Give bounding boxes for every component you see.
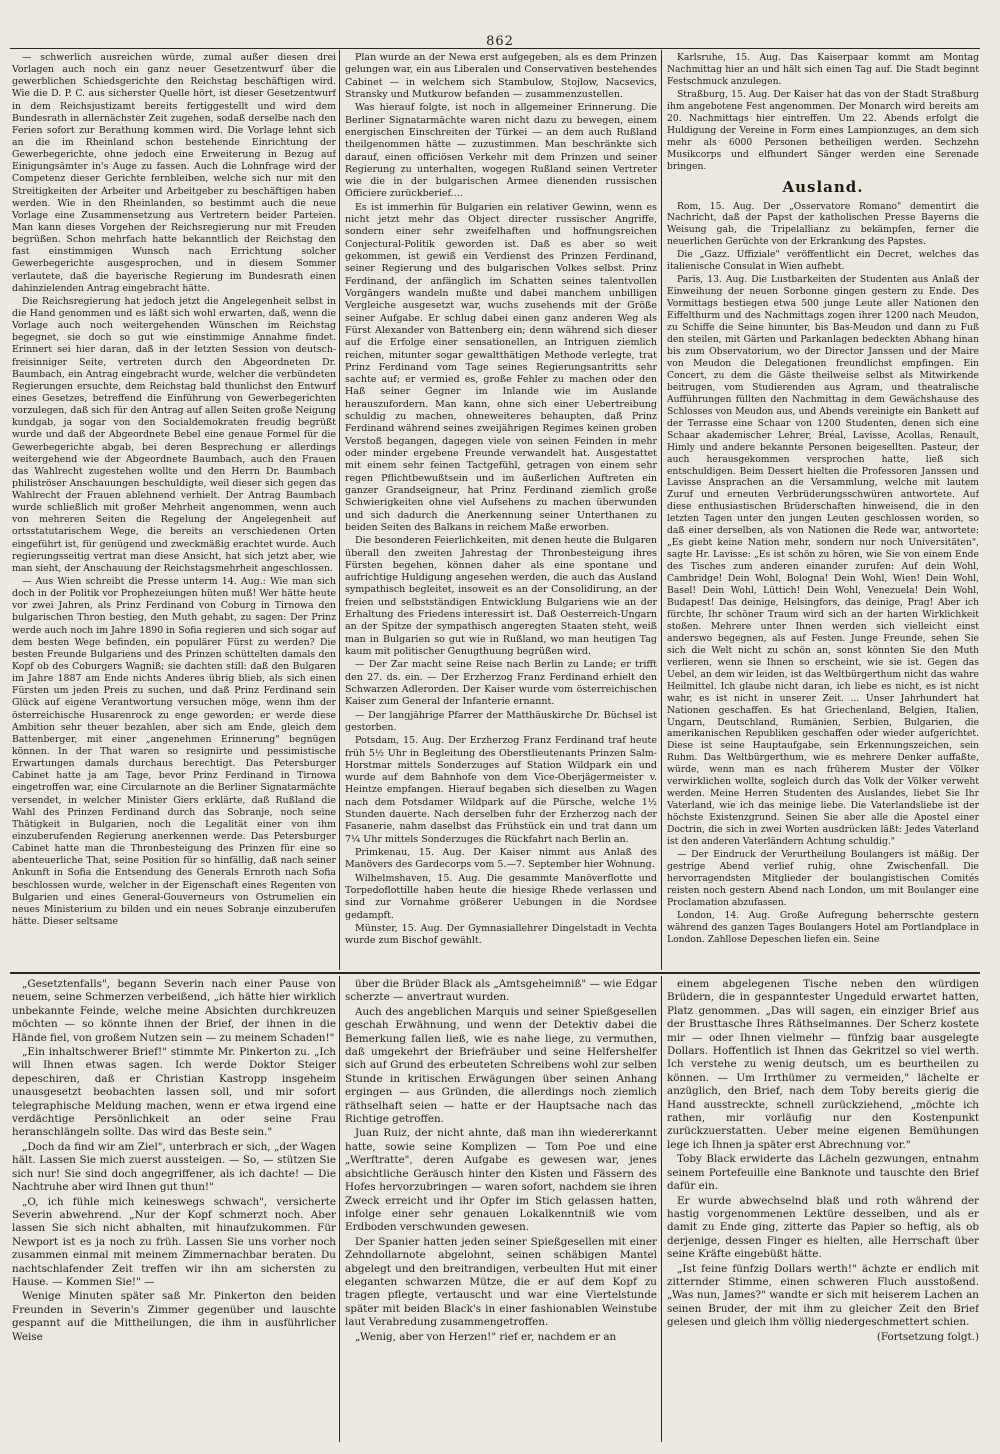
column-divider [661, 50, 662, 970]
lower-column-2 [345, 978, 657, 1440]
story-paragraph: „Gesetztenfalls", begann Severin nach einer Pause von neuem, seine Schmerzen verbeißend, „ich hätte hier wirklich unbekannte Feinde, welche meine Absichten durchkreuzen möchten — so könnte ihnen der Brief, der ihnen in die Hände fiel, von großem Nutzen sein — zu meinem Schaden!" [12, 978, 336, 1044]
upper-column-1 [12, 52, 336, 968]
article-paragraph: Plan wurde an der Newa erst aufgegeben, als es dem Prinzen gelungen war, ein aus Liberalen und Conservativen bestehendes Cabinet — in welchem sich Stambulow, Stojlow, Nacsevics, Stransky und Mutkurow befanden — zusammenzustellen. [345, 52, 657, 100]
page-number: 862 [486, 34, 514, 49]
article-paragraph: — Der Zar macht seine Reise nach Berlin zu Lande; er trifft den 27. ds. ein. — Der Erzherzog Franz Ferdinand erhielt den Schwarzen Adlerorden. Der Kaiser wurde vom österreichischen Kaiser zum General der Infanterie ernannt. [345, 659, 657, 708]
article-paragraph: — Der langjährige Pfarrer der Matthäuskirche Dr. Büchsel ist gestorben. [345, 709, 657, 733]
story-paragraph: Wenige Minuten später saß Mr. Pinkerton den beiden Freunden in Severin's Zimmer gegenüber und lauschte gespannt auf die Mittheilungen, die ihm in ausführlicher Weise [12, 1290, 336, 1343]
article-paragraph: Die Reichsregierung hat jedoch jetzt die Angelegenheit selbst in die Hand genommen und es läßt sich wohl erwarten, daß, wenn die Vorlage auch noch weitergehenden Wünschen im Reichstag begegnet, sie doch so gut wie einstimmige Annahme findet. Erinnert sei hier daran, daß in der letzten Session von deutsch-freisinniger Seite, vertreten durch den Abgeordneten Dr. Baumbach, ein Antrag eingebracht wurde, welcher die verbündeten Regierungen ersuchte, dem Reichstag bald thunlichst den Entwurf eines Gesetzes, betreffend die Einführung von Gewerbegerichten vorzulegen, daß sich für den Antrag auf allen Seiten große Neigung kundgab, ja sogar von den Socialdemokraten freudig begrüßt wurde und daß der Abgeordnete Bebel eine genaue Formel für die Gewerbegerichte abgab, bei deren Besprechung er allerdings weitergehend wie der Abgeordnete Baumbach, auch den Frauen das Wahlrecht zugestehen wollte und den Herrn Dr. Baumbach philiströser Anschauungen beschuldigte, weil dieser sich gegen das Wahlrecht der Frauen ablehnend verhielt. Der Antrag Baumbach wurde schließlich mit großer Mehrheit angenommen, wenn auch von mehreren Seiten die Regelung der Angelegenheit auf ortsstatutarischem Wege, die bereits an verschiedenen Orten eingeführt ist, für genügend und zweckmäßig erachtet wurde. Auch regierungsseitig vertrat man diese Ansicht, hat sich jetzt aber, wie man sieht, der Anschauung der Reichstagsmehrheit angeschlossen. [12, 295, 336, 574]
story-paragraph: „Ein inhaltschwerer Brief!" stimmte Mr. Pinkerton zu. „Ich will Ihnen etwas sagen. Ich werde Doktor Steiger depeschiren, daß er Christian Kastropp insgeheim unausgesetzt beobachten lassen soll, und mir sofort telegraphische Meldung machen, wenn er etwa irgend eine verdächtige Persönlichkeit an oder seine Frau heranschlängeln sollte. Das wird das Beste sein." [12, 1046, 336, 1139]
story-paragraph: über die Brüder Black als „Amtsgeheimniß" — wie Edgar scherzte — anvertraut wurden. [345, 978, 657, 1004]
article-paragraph: Die besonderen Feierlichkeiten, mit denen heute die Bulgaren überall den zweiten Jahrestag der Thronbesteigung ihres Fürsten begehen, können daher als eine spontane und aufrichtige Huldigung angesehen werden, die auch das Ausland sympathisch begleitet, insoweit es an der Consolidirung, an der freien und selbstständigen Entwicklung Bulgariens wie an der Erhaltung des Friedens interessirt ist. Daß Oesterreich-Ungarn an der Spitze der sympathisch angeregten Staaten steht, weiß man in Bulgarien so gut wie in Rußland, wo man heutigen Tag kaum mit politischer Genugthuung begrüßen wird. [345, 535, 657, 657]
article-paragraph: Potsdam, 15. Aug. Der Erzherzog Franz Ferdinand traf heute früh 5½ Uhr in Begleitung des Oberstlieutenants Prinzen Salm-Horstmar mittels Sonderzuges auf Station Wildpark ein und wurde auf dem Bahnhofe von dem Vice-Oberjägermeister v. Heintze empfangen. Hierauf begaben sich dieselben zu Wagen nach dem Potsdamer Wildpark auf die Pürsche, welche 1½ Stunden dauerte. Nach derselben fuhr der Erzherzog nach der Fasanerie, nahm daselbst das Frühstück ein und trat dann um 7¼ Uhr mittels Sonderzuges die Rückfahrt nach Berlin an. [345, 735, 657, 845]
upper-column-3 [667, 52, 979, 968]
column-divider [339, 50, 340, 970]
story-paragraph: „Doch da find wir am Ziel", unterbrach er sich, „der Wagen hält. Lassen Sie mich zuerst aussteigen. — So, — stützen Sie sich nur! Sie sind doch angegriffener, als ich dachte! — Die Nachtruhe aber wird Ihnen gut thun!" [12, 1140, 336, 1194]
lower-column-3 [667, 978, 979, 1440]
article-paragraph: Es ist immerhin für Bulgarien ein relativer Gewinn, wenn es nicht jetzt mehr das Object directer russischer Angriffe, sondern einer sehr zweifelhaften und hoffnungsreichen Conjectural-Politik geworden ist. Daß es aber so weit gekommen, ist gewiß ein Verdienst des Prinzen Ferdinand, seiner Regierung und des bulgarischen Volkes selbst. Prinz Ferdinand, der anfänglich im Schatten seines talentvollen Vorgängers wandeln mußte und dabei manchem unbilligen Vergleiche ausgesetzt war, wuchs zusehends mit der Größe seiner Aufgabe. Er schlug dabei einen ganz anderen Weg als Fürst Alexander von Battenberg ein; denn während sich dieser auf die Erfolge einer sensationellen, an Intriguen ziemlich reichen, mitunter sogar gewaltthätigen Methode verlegte, trat Prinz Ferdinand vom Tage seines Regierungsantritts sehr sachte auf; er vermied es, große Fehler zu machen oder den Haß seiner Gegner im Inlande wie im Auslande herauszufordern. Man kann, ohne sich einer Uebertreibung schuldig zu machen, ohneweiteres behaupten, daß Prinz Ferdinand während seines zweijährigen Regimes keinen groben Verstoß begangen, dagegen viele von seinen Feinden in mehr oder minder ergebene Freunde verwandelt hat. Ausgestattet mit einem sehr feinen Tactgefühl, getragen von einem sehr regen Pflichtbewußtsein und im äußerlichen Auftreten ein ganzer Grandseigneur, hat Prinz Ferdinand ziemlich große Schwierigkeiten ohne viel Aufsehens zu machen überwunden und sich dadurch die Anerkennung seiner Unterthanen zu beiden Seiten des Balkans in reichem Maße erworben. [345, 201, 657, 533]
article-paragraph: Straßburg, 15. Aug. Der Kaiser hat das von der Stadt Straßburg ihm angebotene Fest angenommen. Der Monarch wird bereits am 20. Nachmittags hier eintreffen. Um 22. Abends erfolgt die Huldigung der Vereine in Form eines Lampionzuges, an dem sich mehr als 6000 Personen betheiligen werden. Sechzehn Musikcorps und elfhundert Sänger werden eine Serenade bringen. [667, 88, 979, 172]
story-paragraph: „Wenig, aber von Herzen!" rief er, nachdem er an [355, 1330, 617, 1343]
article-paragraph: Primkenau, 15. Aug. Der Kaiser nimmt aus Anlaß des Manövers des Gardecorps vom 5.—7. September hier Wohnung. [345, 847, 657, 871]
story-paragraph: Der Spanier hatten jeden seiner Spießgesellen mit einer Zehndollarnote abgelohnt, seinen schäbigen Mantel abgelegt und den breitrandigen, verbeulten Hut mit einer eleganten schwarzen Mütze, die er auf dem Kopf zu tragen pflegte, vertauscht und war eine Viertelstunde später mit beiden Black's in einer fashionablen Weinstube laut Verabredung zusammengetroffen. [345, 1235, 657, 1329]
story-paragraph: „Ist feine fünfzig Dollars werth!" ächzte er endlich mit zitternder Stimme, einen schweren Fluch ausstoßend. „Was nun, James?" wandte er sich mit heiserem Lachen an seinen Bruder, der mit ihm zu gleicher Zeit den Brief gelesen und gleich ihm völlig niedergeschmettert schien. [667, 1262, 979, 1329]
article-paragraph: Paris, 13. Aug. Die Lustbarkeiten der Studenten aus Anlaß der Einweihung der neuen Sorbonne gingen gestern zu Ende. Des Vormittags bestiegen etwa 500 junge Leute aller Nationen den Eiffelthurm und des Nachmittags zogen ihrer 1200 nach Meudon, zu Schiffe die Seine hinunter, bis Bas-Meudon und dann zu Fuß den steilen, mit Gärten und Parkanlagen bedeckten Abhang hinan bis zum Observatorium, wo der Director Janssen und der Maire von Meudon die Delegationen freundlichst empfingen. Ein Concert, zu dem die Gäste theilweise selbst als Mitwirkende beitrugen, vom Studierenden aus Agram, und theatralische Aufführungen füllten den Nachmittag in dem Gewächshause des Schlosses von Meudon aus, und Abends vereinigte ein Bankett auf der Terrasse eine Schaar von 1200 Studenten, denen sich eine Schaar akademischer Lehrer, Bréal, Lavisse, Acollas, Renault, Himly und andere bekannte Personen beigesellten. Pasteur, der auch herausgekommen versprochen hatte, ließ sich entschuldigen. Beim Dessert hielten die Professoren Janssen und Lavisse Ansprachen an die Versammlung, welche mit lautem Zuruf und erneuten Verbrüderungsschwüren antwortete. Auf diese enthusiastischen Brüderschaften hinweisend, die in den letzten Tagen unter den jungen Leuten geschlossen worden, so daß einer derselben, als von Nationen die Rede war, antwortete: „Es giebt keine Nation mehr, sondern nur noch Universitäten", sagte Hr. Lavisse: „Es ist schön zu hören, wie Sie von einem Ende des Tisches zum anderen einander zurufen: Auf dein Wohl, Cambridge! Dein Wohl, Bologna! Dein Wohl, Wien! Dein Wohl, Basel! Dein Wohl, Lüttich! Dein Wohl, Venezuela! Dein Wohl, Budapest! Das deinige, Helsingfors, das deinige, Prag! Aber ich fürchte, Ihr schöner Traum wird sich an der harten Wirklichkeit stoßen. Mehrere unter Ihnen werden sich vielleicht einst anderswo begegnen, als auf Festen. Junge Freunde, sehen Sie sich die Welt nicht zu schön an, sonst könnten Sie den Muth verlieren, wenn sie Ihnen so erscheint, wie sie ist. Gegen das Uebel, an dem wir leiden, ist das Weltbürgerthum nicht das wahre Heilmittel. Ich glaube nicht daran, ich liebe es nicht, es ist nicht wahr, es ist nicht in unserer Zeit. ... Unser Jahrhundert hat Nationen geschaffen. Es hat Griechenland, Belgien, Italien, Ungarn, Deutschland, Rumänien, Serbien, Bulgarien, die amerikanischen Republiken geschaffen oder wieder aufgerichtet. Diese ist seine Hauptaufgabe, sein Erkennungszeichen, sein Ruhm. Das Weltbürgerthum, wie es mehrere Denker auffaßte, würde, wenn man es nach früherem Muster der Völker verwirklichen wollte, sogleich durch das Volk der Völker verweht werden. Meine Herren Studenten des Auslandes, liebet Sie Ihr Vaterland, wie ich das meinige liebe. Die Vaterlandsliebe ist der höchste Existenzgrund. Seinen Sie aber alle die Apostel einer Doctrin, die sich in zwei Worten ausdrücken läßt: Jedes Vaterland ist den anderen Vaterländern Achtung schuldig." [667, 274, 979, 848]
section-heading: Ausland. [782, 177, 864, 196]
story-paragraph: „O, ich fühle mich keineswegs schwach", versicherte Severin abwehrend. „Nur der Kopf schmerzt noch. Aber lassen Sie sich nicht abhalten, mit hinaufzukommen. Für Newport ist es ja noch zu früh. Lassen Sie uns vorher noch zusammen einmal mit meinem Zimmernachbar beraten. Du nachtschlafender Zeit treffen wir ihn am sichersten zu Hause. — Kommen Sie!" — [12, 1195, 336, 1288]
story-paragraph: Toby Black erwiderte das Lächeln gezwungen, entnahm seinem Portefeuille eine Banknote und tauschte den Brief dafür ein. [667, 1153, 979, 1193]
article-paragraph: Die „Gazz. Uffiziale" veröffentlicht ein Decret, welches das italienische Consulat in Wien aufhebt. [667, 249, 979, 273]
article-paragraph: London, 14. Aug. Große Aufregung beherrschte gestern während des ganzen Tages Boulangers Hotel am Portlandplace in London. Zahllose Depeschen liefen ein. Seine [667, 909, 979, 945]
article-paragraph: — Aus Wien schreibt die Presse unterm 14. Aug.: Wie man sich doch in der Politik vor Prophezeiungen hüten muß! Wer hätte heute vor zwei Jahren, als Prinz Ferdinand von Coburg in Tirnowa den bulgarischen Thron bestieg, den Muth gehabt, zu sagen: Der Prinz werde auch noch im Jahre 1890 in Sofia regieren und sich sogar auf dem besten Wege befinden, ein populärer Fürst zu werden? Die besten Freunde Bulgariens und des Prinzen schüttelten damals den Kopf ob des Coburgers Wagniß; sie dachten still: daß den Bulgaren im Jahre 1887 am Ende nichts Anderes übrig blieb, als sich einen Fürsten um jeden Preis zu suchen, und daß Prinz Ferdinand sein Glück auf eigene Verantwortung versuchen möge, wenn ihm der österreichische Husarenrock zu enge geworden; er werde diese Ambition sehr theuer bezahlen, aber sich am Ende, gleich dem Battenberger, mit einer „angenehmen Erinnerung" begnügen können. In der That waren so resignirte und pessimistische Erwartungen damals durchaus berechtigt. Das Petersburger Cabinet hatte ja am Tage, bevor Prinz Ferdinand in Tirnowa eingetroffen war, eine Circularnote an die Berliner Signatarmächte versendet, in welcher Minister Giers erklärte, daß Rußland die Wahl des Prinzen Ferdinand durch das Sobranje, noch seine Thätigkeit in Bulgarien, noch die Legalität einer von ihm einzuberufenden Regierung anerkennen werde. Das Petersburger Cabinet hatte man die Thronbesteigung des Prinzen für eine so abenteuerliche That, seine Position für so hinfällig, daß nach seiner Ankunft in Sofia die Entsendung des Generals Ernroth nach Sofia beschlossen wurde, welcher in der Eigenschaft eines Regenten von Bulgarien und eines General-Gouverneurs von Ostrumelien ein neues Ministerium zu bilden und ein neues Sobranje einzuberufen hätte. Dieser seltsame [12, 576, 336, 927]
lower-column-1 [12, 978, 336, 1440]
article-paragraph: Rom, 15. Aug. Der „Osservatore Romano" dementirt die Nachricht, daß der Papst der katholischen Presse Bayerns die Weisung gab, die Tripelallianz zu bekämpfen, ferner die neuerlichen Gerüchte von der Erkrankung des Papstes. [667, 200, 979, 248]
article-paragraph: — Der Eindruck der Verurtheilung Boulangers ist mäßig. Der gestrige Abend verlief ruhig, ohne Zwischenfall. Die hervorragendsten Mitglieder der boulangistischen Comités reisten noch gestern Abend nach London, um mit Boulanger eine Proclamation abzufassen. [667, 849, 979, 908]
article-paragraph: Münster, 15. Aug. Der Gymnasiallehrer Dingelstadt in Vechta wurde zum Bischof gewählt. [345, 922, 657, 947]
story-paragraph: Er wurde abwechselnd blaß und roth während der hastig vorgenommenen Lektüre desselben, und als er damit zu Ende ging, zitterte das Papier so heftig, als ob derjenige, dessen Finger es hielten, alle Herrschaft über seine Kräfte eingebüßt hätte. [667, 1194, 979, 1261]
top-rule [10, 48, 980, 49]
article-paragraph: Was hierauf folgte, ist noch in allgemeiner Erinnerung. Die Berliner Signatarmächte waren nicht dazu zu bewegen, einem energischen Einschreiten der Türkei — an dem auch Rußland theilgenommen hätte — zuzustimmen. Man beschränkte sich darauf, einen officiösen Verkehr mit dem Prinzen und seiner Regierung zu unterhalten, wogegen Rußland seinen Vertreter wie die in der bulgarischen Armee dienenden russischen Officiere zurückberief.... [345, 102, 657, 200]
story-paragraph: Auch des angeblichen Marquis und seiner Spießgesellen geschah Erwähnung, und wenn der Detektiv dabei die Bemerkung fallen ließ, wie es nahe liege, zu vermuthen, daß umgekehrt der Briefräuber und seine Helfershelfer sich auf Grund des erbeuteten Schreibens wohl zur selben Stunde in kritischen Erwägungen über seinen Anhang ergingen — aus Gründen, die allerdings noch ziemlich räthselhaft seien — hatte er der Hauptsache nach das Richtige getroffen. [345, 1005, 657, 1126]
continuation-note: (Fortsetzung folgt.) [876, 1330, 979, 1343]
upper-column-2 [345, 52, 657, 968]
story-paragraph: einem abgelegenen Tische neben den würdigen Brüdern, die in gespanntester Ungeduld erwartet hatten, Platz genommen. „Das will sagen, ein einziger Brief aus der Brusttasche Ihres Räthselmannes. Der Scherz kostete mir — oder Ihnen vielmehr — fünfzig baar ausgelegte Dollars. Hoffentlich ist Ihnen das Gekritzel so viel werth. Ich verstehe zu wenig deutsch, um es beurtheilen zu können. — Um Irrthümer zu vermeiden," lächelte er anzüglich, den Brief, nach dem Toby bereits gierig die Hand ausstreckte, schnell zurückziehend, „möchte ich rathen, mir vorläufig nur den Kostenpunkt zurückzuerstatten. Ueber meine eigenen Bemühungen lege ich Ihnen ja später erst Abrechnung vor." [667, 978, 979, 1151]
article-paragraph: Karlsruhe, 15. Aug. Das Kaiserpaar kommt am Montag Nachmittag hier an und hält sich einen Tag auf. Die Stadt beginnt Festschmuck anzulegen. [667, 52, 979, 87]
column-divider [339, 976, 340, 1442]
article-paragraph: Wilhelmshaven, 15. Aug. Die gesammte Manöverflotte und Torpedoflottille haben heute die hiesige Rhede verlassen und sind zur Vornahme größerer Uebungen in die Nordsee gedampft. [345, 872, 657, 921]
story-paragraph: Juan Ruiz, der nicht ahnte, daß man ihn wiedererkannt hatte, sowie seine Komplizen — Tom Poe und eine „Werftratte", deren Aufgabe es gewesen war, jenes absichtliche Geräusch hinter den Kisten und Fässern des Hofes hervorzubringen — waren sofort, nachdem sie ihren Zweck erreicht und ihr Opfer im Stich gelassen hatten, infolge einer sehr genauen Lokalkenntniß wie vom Erdboden verschwunden gewesen. [345, 1127, 657, 1234]
article-paragraph: — schwerlich ausreichen würde, zumal außer diesen drei Vorlagen auch noch ein ganz neuer Gesetzentwurf über die gewerblichen Schiedsgerichte den Reichstag beschäftigen wird. Wie die D. P. C. aus sicherster Quelle hört, ist dieser Gesetzentwurf in dem Reichsjustizamt bereits fertiggestellt und wird dem Bundesrath in allernächster Zeit zugehen, sodaß derselbe nach den Ferien sofort zur Berathung kommen wird. Die Vorlage lehnt sich an die im Rheinland schon bestehende Einrichtung der Gewerbegerichte, ohne jedoch eine Erweiterung in Bezug auf Einigungsämter in's Auge zu fassen. Auch die Lohnfrage wird der Competenz dieser Gerichte fernbleiben, welche sich nur mit den Streitigkeiten der Arbeiter und Arbeitgeber zu beschäftigen haben werden. Wie in den Rheinlanden, so bestimmt auch die neue Vorlage eine Zusammensetzung aus Vertretern beider Parteien. Man kann dieses Vorgehen der Reichsregierung nur mit Freuden begrüßen. Schon mehrfach hatte bekanntlich der Reichstag den fast einstimmigen Wunsch nach Errichtung solcher Gewerbegerichte ausgesprochen, und in diesem Sommer verlautete, daß die bayerische Regierung im Bundesrath einen dahinzielenden Antrag eingebracht hätte. [12, 52, 336, 294]
feuilleton-rule [10, 972, 980, 974]
column-divider [661, 976, 662, 1442]
